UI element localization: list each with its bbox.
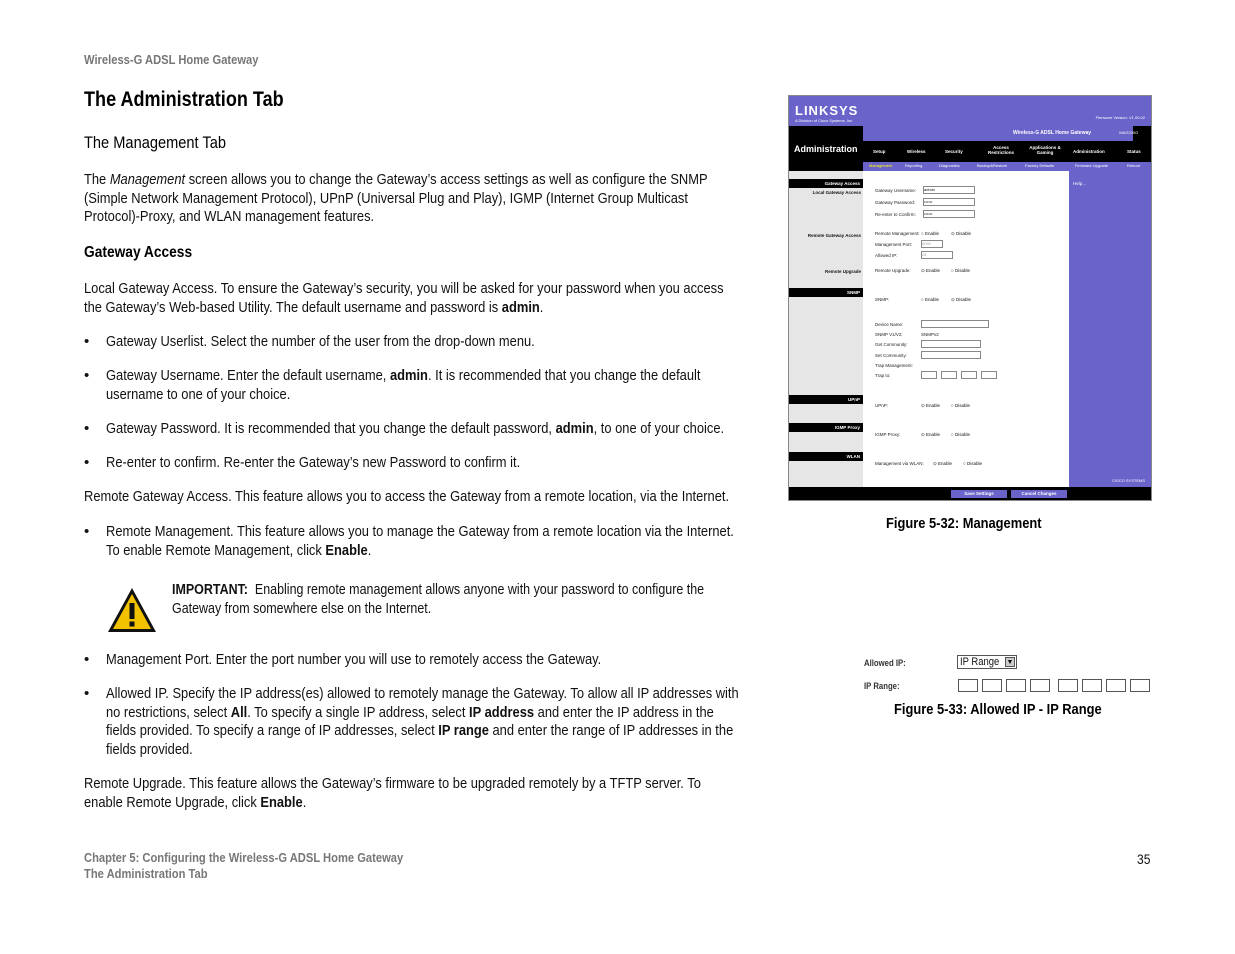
section-igmp: IGMP Proxy [789, 423, 863, 432]
bullet-username: Gateway Username. Enter the default username, admin. It is recommended that you change the default username to one of your choice. [106, 367, 701, 403]
model-name: WAG200G [1119, 130, 1139, 135]
bullet-allowed-ip: Allowed IP. Specify the IP address(es) allowed to remotely manage the Gateway. To allow all IP addresses with no restrictions, select All. To specify a single IP address, select IP address and enter the IP address in the fields provided. To specify a range of IP addresses, select IP range and enter the range of IP addresses in the fields provided. [106, 685, 739, 758]
figure-33-caption: Figure 5-33: Allowed IP - IP Range [894, 701, 1102, 718]
tab-setup[interactable]: Setup [873, 149, 886, 154]
remote-upgrade-paragraph: Remote Upgrade. This feature allows the Gateway’s firmware to be upgraded remotely by a TFTP server. To enable Remote Upgrade, click Enable. [84, 775, 701, 811]
important-note: IMPORTANT: Enabling remote management allows anyone with your password to configure the Gateway from somewhere else on the Internet. [172, 582, 705, 617]
allowed-ip-select[interactable]: All [921, 251, 953, 259]
label-local-access: Local Gateway Access [812, 190, 861, 195]
running-header: Wireless-G ADSL Home Gateway [84, 52, 259, 67]
allowed-ip-dropdown[interactable]: IP Range ▼ [957, 655, 1017, 669]
cancel-changes-button[interactable]: Cancel Changes [1011, 490, 1067, 498]
section-snmp: SNMP [789, 288, 863, 297]
screenshot-left-column [789, 171, 863, 487]
bullet-marker: • [84, 420, 90, 437]
bullet-marker: • [84, 333, 90, 350]
subtab-reboot[interactable]: Reboot [1127, 163, 1140, 168]
allowed-ip-label: Allowed IP: [875, 253, 898, 258]
tab-applications-gaming[interactable]: Applications & Gaming [1029, 145, 1061, 155]
gateway-access-heading: Gateway Access [84, 244, 193, 261]
firmware-version: Firmware Version: V1.00.02 [1095, 115, 1145, 120]
ip-range-end-4[interactable] [1130, 679, 1150, 692]
igmp-disable[interactable]: ○ Disable [951, 432, 970, 437]
remote-mgmt-disable[interactable]: ⊙ Disable [951, 231, 972, 236]
page-title: The Administration Tab [84, 88, 284, 111]
tab-access-restrictions[interactable]: Access Restrictions [987, 145, 1014, 155]
snmp-enable[interactable]: ○ Enable [921, 297, 939, 302]
subtab-backup-restore[interactable]: Backup&Restore [977, 163, 1008, 168]
label-remote-access: Remote Gateway Access [807, 233, 861, 238]
product-name: Wireless-G ADSL Home Gateway [1013, 130, 1092, 136]
igmp-label: IGMP Proxy: [875, 432, 901, 437]
remote-access-paragraph: Remote Gateway Access. This feature allows you to access the Gateway from a remote location, via the Internet. [84, 488, 730, 505]
management-screenshot [788, 95, 1152, 501]
upnp-label: UPnP: [875, 403, 889, 408]
footer-chapter: Chapter 5: Configuring the Wireless-G ADSL Home Gateway [84, 850, 404, 865]
section-title: Administration [794, 144, 858, 154]
intro-paragraph: The Management screen allows you to change the Gateway’s access settings as well as configure the SNMP (Simple Network Management Protocol), UPnP (Universal Plug and Play), IGMP (Internet Group Multicast Protocol)-Proxy, and WLAN management features. [84, 171, 708, 225]
ip-range-start-3[interactable] [1006, 679, 1026, 692]
ip-range-start-4[interactable] [1030, 679, 1050, 692]
reenter-label: Re-enter to Confirm: [875, 212, 916, 217]
page-number: 35 [1137, 851, 1151, 867]
snmp-version-label: SNMP V1/V2: [875, 332, 903, 337]
reenter-input[interactable]: •••••• [923, 210, 975, 218]
screenshot-form [863, 171, 1069, 487]
snmp-version-value: SNMPv2 [921, 332, 939, 337]
ip-range-start-1[interactable] [958, 679, 978, 692]
tab-security[interactable]: Security [945, 149, 963, 154]
bullet-password: Gateway Password. It is recommended that you change the default password, admin, to one of your choice. [106, 420, 725, 437]
section-gateway-access: Gateway Access [789, 179, 863, 188]
ip-range-start-2[interactable] [982, 679, 1002, 692]
trap-to-label: Trap to: [875, 373, 891, 378]
ip-range-end-1[interactable] [1058, 679, 1078, 692]
section-upnp: UPnP [789, 395, 863, 404]
ip-range-label-fig33: IP Range: [864, 681, 900, 691]
footer-section: The Administration Tab [84, 866, 208, 881]
allowed-ip-label-fig33: Allowed IP: [864, 658, 906, 668]
save-settings-button[interactable]: Save Settings [951, 490, 1007, 498]
local-access-paragraph: Local Gateway Access. To ensure the Gateway’s security, you will be asked for your password when you access the Gateway’s Web-based Utility. The default username and password is admin. [84, 280, 724, 316]
wlan-disable[interactable]: ○ Disable [963, 461, 982, 466]
bullet-marker: • [84, 454, 90, 471]
mgmt-port-input[interactable]: 8080 [921, 240, 943, 248]
tab-administration[interactable]: Administration [1073, 149, 1105, 154]
help-link[interactable]: Help... [1073, 181, 1087, 186]
remote-mgmt-label: Remote Management: [875, 231, 920, 236]
username-label: Gateway Username: [875, 188, 917, 193]
device-name-input[interactable] [921, 320, 989, 328]
upnp-enable[interactable]: ⊙ Enable [921, 403, 941, 408]
bullet-userlist: Gateway Userlist. Select the number of the user from the drop-down menu. [106, 333, 535, 350]
ip-range-end-2[interactable] [1082, 679, 1102, 692]
subtab-reporting[interactable]: Reporting [905, 163, 923, 168]
chevron-down-icon: ▼ [1006, 659, 1014, 666]
subtab-factory-defaults[interactable]: Factory Defaults [1025, 163, 1055, 168]
help-panel [1069, 171, 1152, 487]
section-subtitle: The Management Tab [84, 133, 226, 152]
bullet-management-port: Management Port. Enter the port number you will use to remotely access the Gateway. [106, 651, 602, 668]
bullet-marker: • [84, 651, 90, 668]
section-wlan: WLAN [789, 452, 863, 461]
get-community-label: Get Community: [875, 342, 908, 347]
sub-tabs [863, 162, 1152, 171]
username-input[interactable]: admin [923, 186, 975, 194]
set-community-input[interactable] [921, 351, 981, 359]
snmp-label: SNMP: [875, 297, 890, 302]
figure-32-caption: Figure 5-32: Management [886, 515, 1042, 532]
mgmt-port-label: Management Port: [875, 242, 913, 247]
linksys-logo: LINKSYS A Division of Cisco Systems, Inc. [795, 103, 859, 123]
tab-status[interactable]: Status [1127, 149, 1141, 154]
warning-icon [106, 586, 158, 634]
password-input[interactable]: •••••• [923, 198, 975, 206]
remote-upgrade-enable[interactable]: ⊙ Enable [921, 268, 941, 273]
snmp-disable[interactable]: ⊙ Disable [951, 297, 972, 302]
bullet-marker: • [84, 367, 90, 384]
subtab-diagnostics[interactable]: Diagnostics [939, 163, 960, 168]
trap-management-label: Trap Management: [875, 363, 913, 368]
trap-ip-1[interactable] [921, 371, 937, 379]
set-community-label: Set Community: [875, 353, 908, 358]
subtab-management[interactable]: Management [869, 163, 893, 168]
bullet-marker: • [84, 523, 90, 540]
remote-upgrade-label: Remote Upgrade: [875, 268, 911, 273]
ip-range-end-3[interactable] [1106, 679, 1126, 692]
bullet-reenter: Re-enter to confirm. Re-enter the Gateway’s new Password to confirm it. [106, 454, 521, 471]
wlan-label: Management via WLAN: [875, 461, 924, 466]
trap-ip-3[interactable] [961, 371, 977, 379]
tab-wireless[interactable]: Wireless [907, 149, 926, 154]
remote-mgmt-enable[interactable]: ○ Enable [921, 231, 939, 236]
get-community-input[interactable] [921, 340, 981, 348]
label-remote-upgrade: Remote Upgrade [824, 269, 861, 274]
wlan-enable[interactable]: ⊙ Enable [933, 461, 953, 466]
trap-ip-4[interactable] [981, 371, 997, 379]
bullet-remote-management: Remote Management. This feature allows you to manage the Gateway from a remote location via the Internet. To enable Remote Management, click Enable. [106, 523, 734, 559]
main-tabs [863, 144, 1152, 162]
device-name-label: Device Name: [875, 322, 904, 327]
password-label: Gateway Password: [875, 200, 916, 205]
bullet-marker: • [84, 685, 90, 702]
cisco-logo: CISCO SYSTEMS [1112, 478, 1145, 483]
upnp-disable[interactable]: ○ Disable [951, 403, 970, 408]
subtab-firmware-upgrade[interactable]: Firmware Upgrade [1075, 163, 1109, 168]
remote-upgrade-disable[interactable]: ○ Disable [951, 268, 970, 273]
product-bar [863, 126, 1133, 141]
igmp-enable[interactable]: ⊙ Enable [921, 432, 941, 437]
trap-ip-2[interactable] [941, 371, 957, 379]
